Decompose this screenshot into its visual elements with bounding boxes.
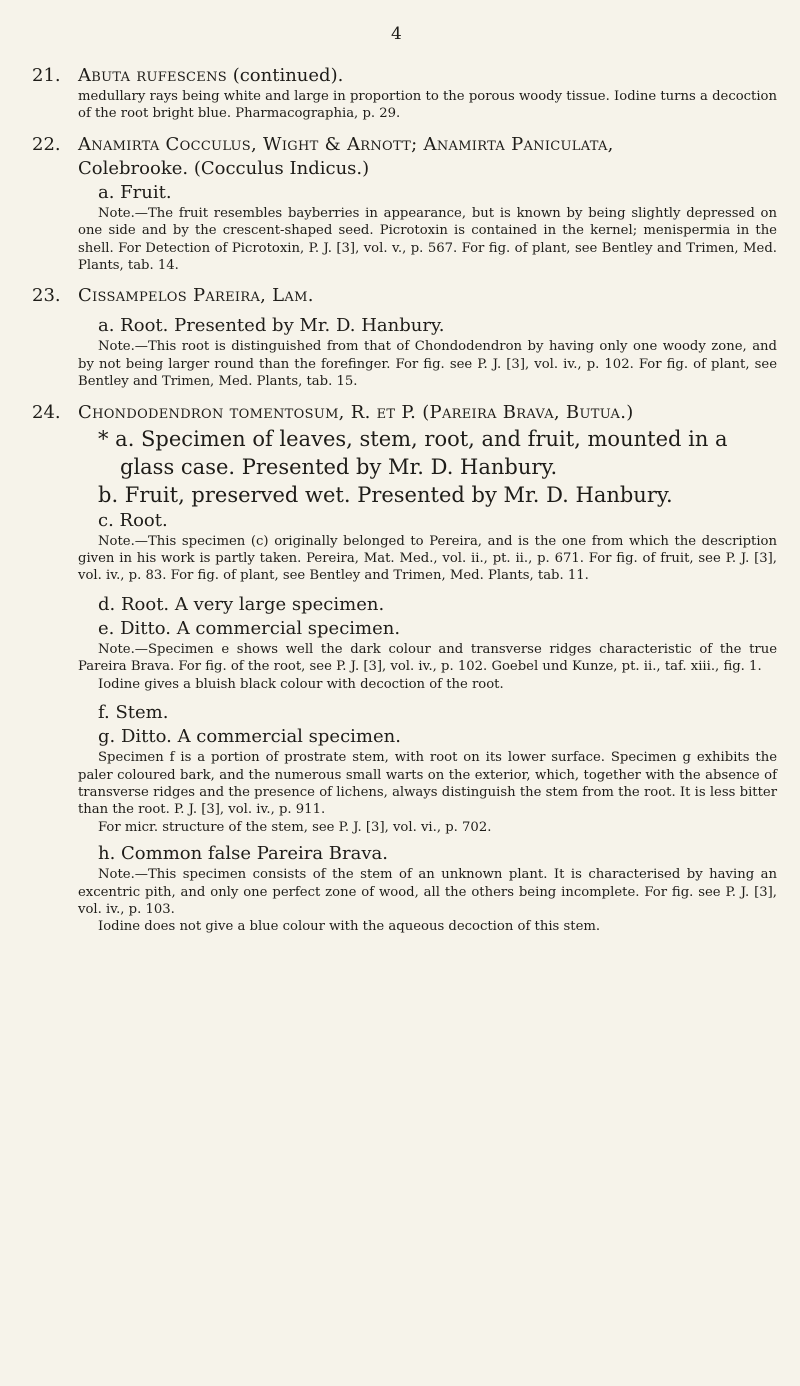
entry-heading: Anamirta Cocculus, Wight & Arnott; Anamirta Paniculata, bbox=[78, 133, 614, 155]
specimen-item: e. Ditto. A commercial specimen. bbox=[98, 617, 401, 639]
specimen-item: d. Root. A very large specimen. bbox=[98, 593, 385, 615]
reference-text: For micr. structure of the stem, see P. J. [3], vol. vi., p. 702. bbox=[98, 819, 492, 835]
specimen-item: * a. Specimen of leaves, stem, root, and fruit, mounted in a glass case. Presented by Mr. D. Hanbury. bbox=[98, 426, 728, 479]
entry-number: 24. bbox=[32, 401, 61, 423]
note-text: Note.—Specimen e shows well the dark colour and transverse ridges characteristic of the true Pareira Brava. For fig. of the root, see P. J. [3], vol. iv., p. 102. Goebel und Kunze, pt. ii., taf. xiii., fig. 1. bbox=[78, 641, 777, 675]
entry-22 bbox=[32, 133, 777, 275]
entry-number: 21. bbox=[32, 65, 61, 86]
entry-21 bbox=[32, 64, 777, 123]
entry-24 bbox=[32, 401, 777, 936]
description-text: Specimen f is a portion of prostrate stem, with root on its lower surface. Specimen g exhibits the paler coloured bark, and the numerous small warts on the exterior, which, together with the absence of transverse ridges and the presence of lichens, always distinguish the stem from the root. It is less bitter than the root. P. J. [3], vol. iv., p. 911. bbox=[78, 750, 777, 818]
entry-heading: Abuta rufescens (continued). bbox=[78, 65, 344, 86]
catalogue-content bbox=[32, 64, 777, 936]
specimen-item: b. Fruit, preserved wet. Presented by Mr. D. Hanbury. bbox=[98, 482, 673, 507]
specimen-item: a. Fruit. bbox=[98, 181, 172, 203]
entry-heading: Chondodendron tomentosum, R. et P. (Pareira Brava, Butua.) bbox=[78, 401, 634, 423]
specimen-item: f. Stem. bbox=[98, 702, 169, 724]
iodine-text: Iodine gives a bluish black colour with decoction of the root. bbox=[98, 676, 504, 692]
note-text: Note.—The fruit resembles bayberries in appearance, but is known by being slightly depressed on one side and by the crescent-shaped seed. Picrotoxin is contained in the kernel; menispermia in the shell. For Detection of Picrotoxin, P. J. [3], vol. v., p. 567. For fig. of plant, see Bentley and Trimen, Med. Plants, tab. 14. bbox=[78, 205, 777, 274]
iodine-text: Iodine does not give a blue colour with the aqueous decoction of this stem. bbox=[98, 919, 601, 935]
entry-heading: Cissampelos Pareira, Lam. bbox=[78, 285, 314, 307]
note-text: Note.—This specimen consists of the stem of an unknown plant. It is characterised by having an excentric pith, and only one perfect zone of wood, all the others being incomplete. For fig. see P. J. [3], vol. iv., p. 103. bbox=[78, 867, 777, 917]
page-number: 4 bbox=[391, 24, 402, 44]
note-text: Note.—This root is distinguished from that of Chondodendron by having only one woody zone, and by not being larger round than the forefinger. For fig. see P. J. [3], vol. iv., p. 102. For fig. of plant, see Bentley and Trimen, Med. Plants, tab. 15. bbox=[78, 339, 777, 390]
specimen-item: g. Ditto. A commercial specimen. bbox=[98, 726, 401, 748]
description-text: medullary rays being white and large in proportion to the porous woody tissue. Iodine turns a decoction of the root bright blue. Pharmacographia, p. 29. bbox=[78, 89, 777, 122]
entry-heading-continued: Colebrooke. (Cocculus Indicus.) bbox=[78, 157, 370, 179]
specimen-item: h. Common false Pareira Brava. bbox=[98, 843, 388, 865]
specimen-item: a. Root. Presented by Mr. D. Hanbury. bbox=[98, 315, 445, 337]
note-text: Note.—This specimen (c) originally belonged to Pereira, and is the one from which the description given in his work is partly taken. Pereira, Mat. Med., vol. ii., pt. ii., p. 671. For fig. of fruit, see P. J. [3], vol. iv., p. 83. For fig. of plant, see Bentley and Trimen, Med. Plants, tab. 11. bbox=[78, 533, 777, 584]
entry-number: 23. bbox=[32, 285, 61, 307]
specimen-item: c. Root. bbox=[98, 509, 168, 531]
entry-23 bbox=[32, 284, 777, 390]
entry-number: 22. bbox=[32, 133, 61, 155]
